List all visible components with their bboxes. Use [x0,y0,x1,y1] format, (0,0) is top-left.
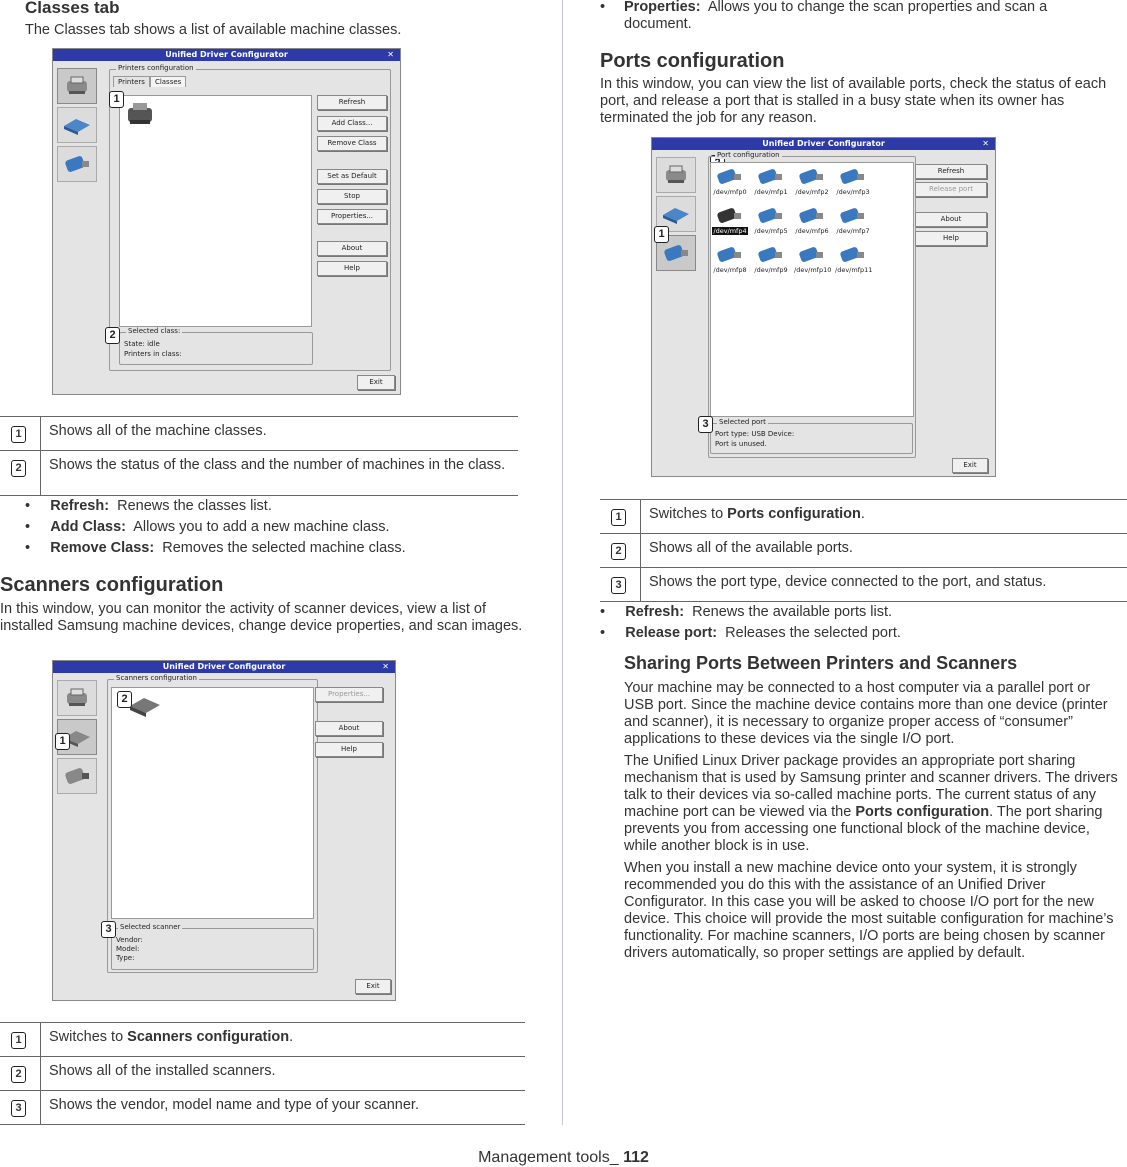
state-text: State: idle [124,340,160,348]
window-titlebar [652,138,995,150]
callout-number: 1 [11,1032,26,1049]
bullet-desc: Allows you to add a new machine class. [133,519,390,535]
about-button[interactable]: About [915,212,987,227]
callout-row [0,1057,525,1091]
port-status-text: Port is unused. [715,440,767,448]
about-button[interactable]: About [317,241,387,256]
type-field: Type: [116,954,135,962]
footer-section: Management tools_ [478,1149,624,1166]
usb-port-icon [797,246,827,264]
classes-heading: Classes tab [25,0,120,17]
port-item[interactable] [753,168,789,196]
bullet-desc: Allows you to change the scan properties and scan a document. [624,0,1048,32]
ports-intro: In this window, you can view the list of available ports, check the status of each port, and release a port that is stalled in a busy state when its owner has terminated the job for any reason. [600,76,1107,126]
port-label: /dev/mfp10 [794,266,832,274]
page-number: 112 [623,1149,649,1166]
usb-port-icon [715,246,745,264]
callout-row [0,1091,525,1125]
callout-badge-1: 1 [109,91,124,108]
ports-heading: Ports configuration [600,50,785,72]
callout-badge-3: 3 [698,416,713,433]
usb-port-icon [797,207,827,225]
callout-number: 3 [11,1100,26,1117]
class-printer-icon[interactable] [124,100,156,128]
sharing-paragraph-1: Your machine may be connected to a host computer via a parallel port or USB port. Since the machine device contains more than one device (printer and scanner), it is necessary to organize proper access of “consumer” applications to these devices via the single I/O port. [624,680,1108,747]
port-label: /dev/mfp4 [713,227,747,235]
classes-callout-table [0,416,518,496]
window-title: Unified Driver Configurator [162,662,286,671]
port-item[interactable] [753,246,789,274]
callout-row [600,500,1127,534]
callout-number: 1 [11,426,26,443]
port-label: /dev/mfp3 [836,188,870,196]
callout-badge-1: 1 [654,226,669,243]
port-item[interactable] [753,207,789,235]
bullet-add-class: • Add Class: Allows you to add a new machine class. [25,519,390,535]
callout-prefix: Switches to [49,1029,128,1045]
port-item[interactable] [794,168,830,196]
classes-list[interactable] [119,95,312,327]
callout-text: Shows all of the machine classes. [41,417,519,451]
properties-button[interactable]: Properties... [317,209,387,224]
printers-config-icon[interactable] [656,157,696,193]
stop-button[interactable]: Stop [317,189,387,204]
help-button[interactable]: Help [315,742,383,757]
callout-text: Shows the vendor, model name and type of your scanner. [41,1091,526,1125]
callout-row [600,568,1127,602]
classes-screenshot [52,48,401,395]
scanners-intro: In this window, you can monitor the activity of scanner devices, view a list of installed Samsung machine devices, change device properties, and scan images. [0,601,523,634]
callout-text [641,500,1127,534]
port-item[interactable] [712,168,748,196]
group-label: Port configuration [717,151,780,159]
bullet-desc: Removes the selected machine class. [162,540,406,556]
group-label: Scanners configuration [116,674,197,682]
printers-in-class-text: Printers in class: [124,350,182,358]
bullet-term: Refresh: [50,498,110,514]
port-label: /dev/mfp9 [754,266,788,274]
bullet-release-port: • Release port: Releases the selected port. [600,625,901,641]
bullet-desc: Renews the available ports list. [692,604,893,620]
callout-text: Shows the status of the class and the number of machines in the class. [41,451,519,496]
sharing-p2-post: . The port sharing prevents you from accessing one functional block of the machine device, while another block is in use. [624,804,1103,854]
scanners-screenshot [52,660,396,1001]
ports-config-icon[interactable] [57,758,97,794]
callout-text: Shows all of the available ports. [641,534,1127,568]
callout-row [0,417,518,451]
properties-button[interactable]: Properties... [315,687,383,702]
callout-prefix: Switches to [649,506,728,522]
exit-button[interactable]: Exit [952,458,988,473]
ports-callout-table [600,499,1127,602]
ports-screenshot [651,137,996,477]
port-item[interactable] [794,246,830,274]
sharing-paragraph-2 [624,753,1120,855]
tab-printers[interactable]: Printers [113,76,150,87]
port-label: /dev/mfp8 [713,266,747,274]
printers-config-icon[interactable] [57,680,97,716]
port-item[interactable] [794,207,830,235]
port-label: /dev/mfp2 [795,188,829,196]
selected-class-group [119,327,313,365]
scanners-list[interactable] [111,687,314,919]
close-icon[interactable]: ✕ [387,50,394,59]
bullet-remove-class: • Remove Class: Removes the selected machine class. [25,540,406,556]
set-default-button[interactable]: Set as Default [317,169,387,184]
port-label: /dev/mfp0 [713,188,747,196]
bullet-term: Release port: [625,625,718,641]
selected-port-group [710,418,913,454]
callout-text [41,1023,526,1057]
remove-class-button[interactable]: Remove Class [317,136,387,151]
group-label: Printers configuration [118,64,194,72]
close-icon[interactable]: ✕ [982,139,989,148]
bullet-desc: Releases the selected port. [725,625,901,641]
help-button[interactable]: Help [317,261,387,276]
callout-text: Shows all of the installed scanners. [41,1057,526,1091]
printers-config-icon[interactable] [57,68,97,104]
callout-row [600,534,1127,568]
port-type-text: Port type: USB Device: [715,430,795,438]
column-divider [562,0,563,1125]
callout-number: 1 [611,509,626,526]
usb-port-icon [797,168,827,186]
bullet-properties: • Properties: Allows you to change the scan properties and scan a document. [600,0,1048,32]
callout-text: Shows the port type, device connected to the port, and status. [641,568,1127,602]
callout-bold: Scanners configuration [127,1029,290,1045]
usb-port-icon [715,168,745,186]
port-item[interactable] [712,246,748,274]
selected-scanner-label: Selected scanner [120,923,181,931]
about-button[interactable]: About [315,721,383,736]
usb-port-icon [715,207,745,225]
scanners-callout-table [0,1022,525,1125]
window-title: Unified Driver Configurator [165,50,288,59]
port-item[interactable] [712,207,748,235]
callout-bold: Ports configuration [727,506,861,522]
sharing-heading: Sharing Ports Between Printers and Scanners [624,653,1018,673]
scanner-device-icon[interactable] [128,692,162,718]
bullet-refresh-ports: • Refresh: Renews the available ports list. [600,604,893,620]
usb-port-icon [756,207,786,225]
callout-badge-3: 3 [101,921,116,938]
window-titlebar [53,661,395,673]
sharing-p2-bold: Ports configuration [855,804,990,820]
selected-port-label: Selected port [719,418,766,426]
classes-intro: The Classes tab shows a list of available machine classes. [25,22,402,38]
refresh-button[interactable]: Refresh [317,95,387,110]
port-label: /dev/mfp6 [795,227,829,235]
vendor-field: Vendor: [116,936,143,944]
usb-port-icon [838,246,868,264]
exit-button[interactable]: Exit [357,375,395,390]
port-label: /dev/mfp7 [836,227,870,235]
window-titlebar [53,49,400,61]
bullet-refresh: • Refresh: Renews the classes list. [25,498,272,514]
bullet-term: Refresh: [625,604,685,620]
model-field: Model: [116,945,140,953]
port-label: /dev/mfp11 [835,266,873,274]
help-button[interactable]: Help [915,231,987,246]
port-item[interactable] [835,168,871,196]
ports-list[interactable] [710,162,914,417]
tab-bar [113,76,186,87]
exit-button[interactable]: Exit [355,979,391,994]
port-item[interactable] [835,246,871,274]
scanners-config-icon[interactable] [57,107,97,143]
tab-classes[interactable]: Classes [150,76,186,87]
callout-badge-1: 1 [55,733,70,750]
usb-port-icon [838,168,868,186]
scanners-heading: Scanners configuration [0,574,224,596]
bullet-term: Remove Class: [50,540,155,556]
bullet-desc: Renews the classes list. [117,498,272,514]
callout-number: 2 [11,460,26,477]
selected-class-label: Selected class: [128,327,181,335]
callout-number: 2 [611,543,626,560]
callout-row [0,451,518,496]
callout-number: 2 [11,1066,26,1083]
page-footer [0,1149,1127,1167]
callout-row [0,1023,525,1057]
refresh-button[interactable]: Refresh [915,164,987,179]
selected-scanner-group [111,923,314,970]
usb-port-icon [838,207,868,225]
sharing-p2-pre: The Unified Linux Driver package provides an appropriate port sharing mechanism that is used by Samsung printer and scanner drivers. The drivers talk to their devices via so-called machine ports. The current status of any machine port can be viewed via the [624,753,1118,820]
port-item[interactable] [835,207,871,235]
callout-badge-2: 2 [117,691,132,708]
bullet-term: Add Class: [50,519,126,535]
callout-suffix: . [860,506,865,522]
sharing-paragraph-3: When you install a new machine device onto your system, it is strongly recommended you do this with the assistance of an Unified Driver Configurator. In this case you will be asked to choose I/O port for the new device. This choice will provide the most suitable configuration for machine’s functionality. For machine scanners, I/O ports are being chosen by scanner drivers automatically, so proper settings are applied by default. [624,860,1114,961]
port-label: /dev/mfp5 [754,227,788,235]
callout-badge-2: 2 [105,327,120,344]
close-icon[interactable]: ✕ [382,662,389,671]
usb-port-icon [756,168,786,186]
callout-number: 3 [611,577,626,594]
bullet-term: Properties: [624,0,701,15]
window-title: Unified Driver Configurator [762,139,885,148]
callout-suffix: . [289,1029,294,1045]
release-port-button[interactable]: Release port [915,182,987,197]
port-label: /dev/mfp1 [754,188,788,196]
add-class-button[interactable]: Add Class... [317,116,387,131]
ports-config-icon[interactable] [57,146,97,182]
usb-port-icon [756,246,786,264]
